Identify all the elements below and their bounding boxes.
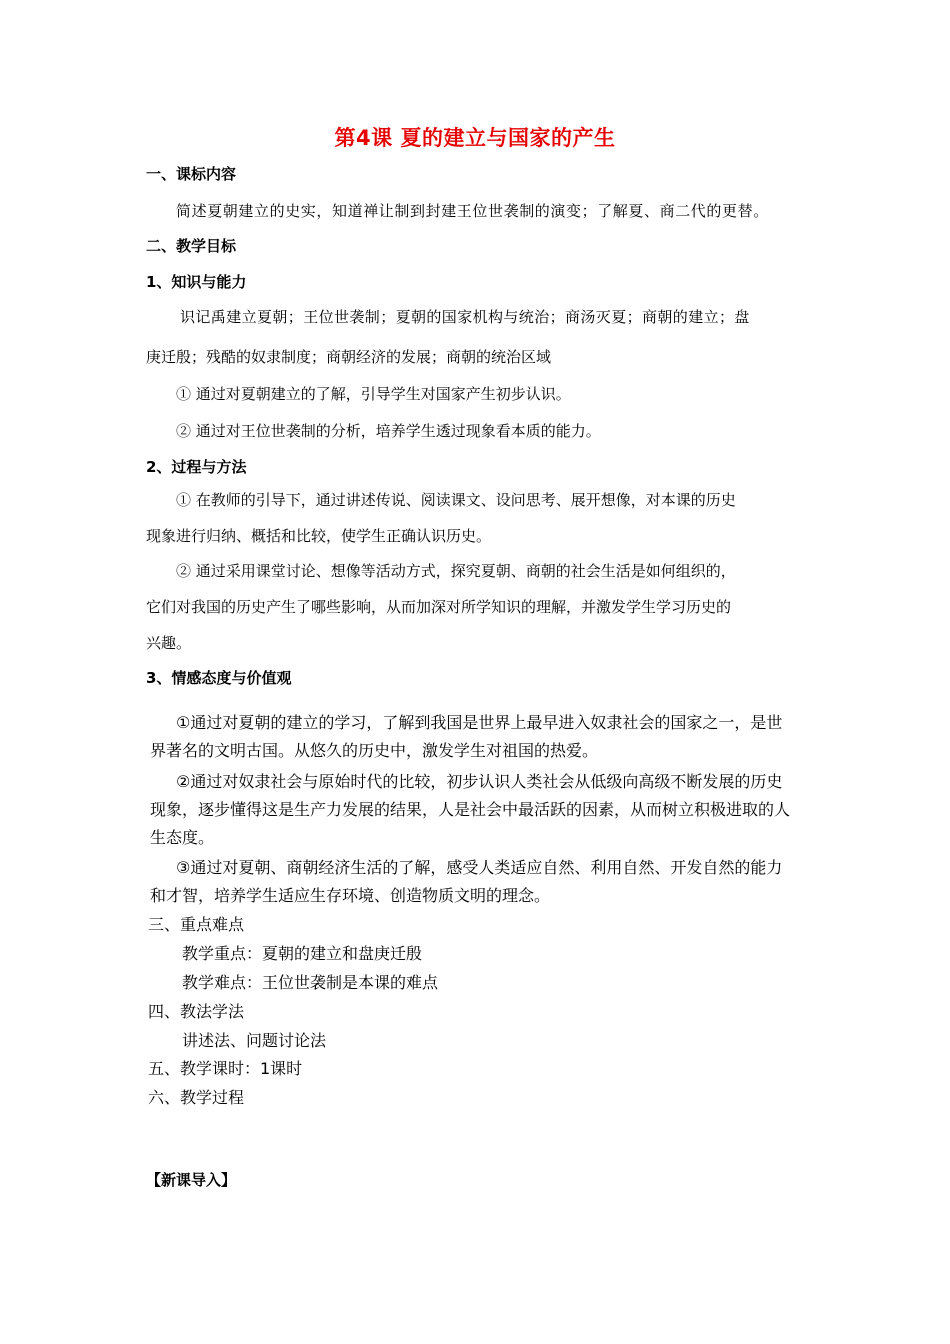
subheading-values: 3、情感态度与价值观 xyxy=(146,669,292,687)
section-heading-process: 六、教学过程 xyxy=(148,1088,245,1107)
knowledge-item-2: ② 通过对王位世袭制的分析，培养学生透过现象看本质的能力。 xyxy=(176,422,601,440)
teaching-methods-text: 讲述法、问题讨论法 xyxy=(182,1031,327,1050)
section-heading-periods: 五、教学课时：1课时 xyxy=(148,1059,303,1078)
new-lesson-intro-heading: 【新课导入】 xyxy=(146,1171,237,1189)
section-heading-methods: 四、教法学法 xyxy=(148,1002,245,1021)
values-c-line-2: 和才智，培养学生适应生存环境、创造物质文明的理念。 xyxy=(150,886,551,905)
section-heading-objectives: 二、教学目标 xyxy=(146,237,237,255)
methods-a-line-1: ① 在教师的引导下，通过讲述传说、阅读课文、设问思考、展开想像，对本课的历史 xyxy=(176,491,736,509)
values-b-line-2: 现象，逐步懂得这是生产力发展的结果，人是社会中最活跃的因素，从而树立积极进取的人 xyxy=(150,800,791,819)
subheading-methods: 2、过程与方法 xyxy=(146,458,247,476)
lesson-title: 第4课 夏的建立与国家的产生 xyxy=(334,126,616,150)
curriculum-text: 简述夏朝建立的史实，知道禅让制到封建王位世袭制的演变；了解夏、商二代的更替。 xyxy=(176,202,769,220)
knowledge-item-1: ① 通过对夏朝建立的了解，引导学生对国家产生初步认识。 xyxy=(176,385,571,403)
methods-b-line-1: ② 通过采用课堂讨论、想像等活动方式，探究夏朝、商朝的社会生活是如何组织的， xyxy=(176,562,736,580)
key-point-text: 教学重点：夏朝的建立和盘庚迁殷 xyxy=(182,944,423,963)
knowledge-line-2: 庚迁殷；残酷的奴隶制度；商朝经济的发展；商朝的统治区域 xyxy=(146,348,552,366)
values-a-line-2: 界著名的文明古国。从悠久的历史中，激发学生对祖国的热爱。 xyxy=(150,741,599,760)
methods-b-line-3: 兴趣。 xyxy=(146,634,192,652)
difficult-point-text: 教学难点：王位世袭制是本课的难点 xyxy=(182,973,439,992)
methods-b-line-2: 它们对我国的历史产生了哪些影响，从而加深对所学知识的理解，并激发学生学习历史的 xyxy=(146,598,732,616)
values-b-line-3: 生态度。 xyxy=(150,828,215,847)
section-heading-curriculum: 一、课标内容 xyxy=(146,165,237,183)
values-a-line-1: ①通过对夏朝的建立的学习，了解到我国是世界上最早进入奴隶社会的国家之一，是世 xyxy=(176,713,783,732)
section-heading-key-points: 三、重点难点 xyxy=(148,915,245,934)
methods-a-line-2: 现象进行归纳、概括和比较，使学生正确认识历史。 xyxy=(146,527,492,545)
values-b-line-1: ②通过对奴隶社会与原始时代的比较，初步认识人类社会从低级向高级不断发展的历史 xyxy=(176,772,783,791)
subheading-knowledge: 1、知识与能力 xyxy=(146,273,247,291)
values-c-line-1: ③通过对夏朝、商朝经济生活的了解，感受人类适应自然、利用自然、开发自然的能力 xyxy=(176,858,783,877)
knowledge-line-1: 识记禹建立夏朝；王位世袭制；夏朝的国家机构与统治；商汤灭夏；商朝的建立；盘 xyxy=(180,308,750,326)
